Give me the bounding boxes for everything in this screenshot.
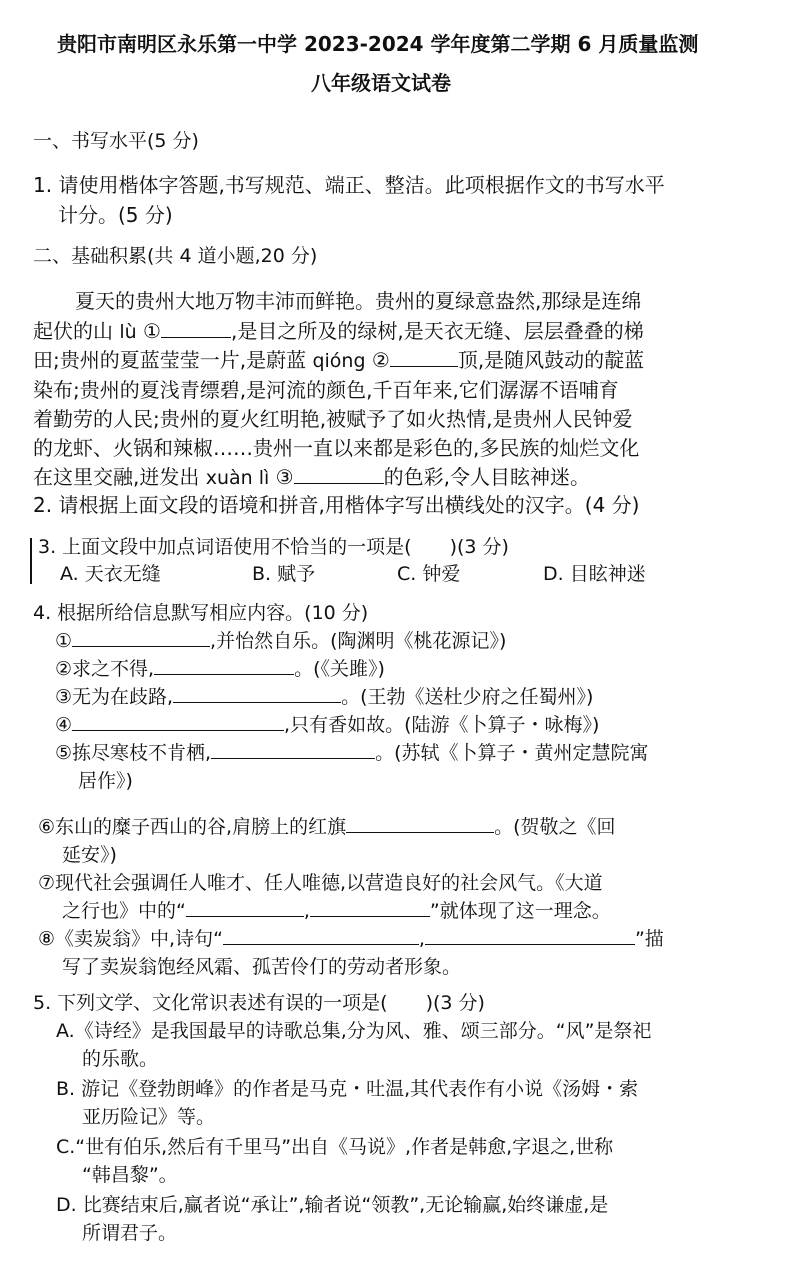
blank-number: ② (365, 348, 390, 372)
answer-blank[interactable] (186, 898, 304, 917)
q3-stem: 3. 上面文段中加点词语使用不恰当的一项是( )(3 分) (38, 536, 509, 558)
passage-text: ,是目之所及的绿树,是天衣无缝、层层叠叠的梯 (230, 319, 644, 343)
q1-line2: 计分。(5 分) (58, 203, 173, 227)
q3-option-a[interactable]: A. 天衣无缝 (60, 563, 161, 585)
q4-item4 (55, 712, 599, 738)
passage-line3 (33, 347, 644, 374)
answer-blank[interactable] (346, 814, 494, 833)
q4-item5 (55, 740, 649, 766)
q4-item2 (55, 656, 385, 682)
margin-bar (30, 538, 32, 584)
answer-blank[interactable] (161, 319, 231, 338)
q5-option-d[interactable]: D. 比赛结束后,赢者说“承让”,输者说“领教”,无论输赢,始终谦虚,是 (56, 1194, 609, 1216)
q2-stem: 2. 请根据上面文段的语境和拼音,用楷体字写出横线处的汉字。(4 分) (33, 493, 640, 517)
q3-option-b[interactable]: B. 赋予 (252, 563, 316, 585)
answer-blank[interactable] (173, 684, 341, 703)
passage-text: 起伏的山 (33, 319, 120, 343)
q4-item7-cont (62, 898, 611, 924)
q5-option-b-cont: 亚历险记》等。 (82, 1106, 216, 1128)
answer-blank[interactable] (72, 628, 210, 647)
q3-option-d[interactable]: D. 目眩神迷 (543, 563, 646, 585)
passage-line1: 夏天的贵州大地万物丰沛而鲜艳。贵州的夏绿意盎然,那绿是连绵 (75, 289, 642, 313)
item-text: 。(《关雎》) (294, 658, 385, 680)
section1-heading: 一、书写水平(5 分) (33, 130, 199, 152)
item-number: ① (55, 630, 73, 652)
passage-text: 顶,是随风鼓动的靛蓝 (457, 348, 645, 372)
section2-heading: 二、基础积累(共 4 道小题,20 分) (33, 245, 318, 267)
exam-title-line2: 八年级语文试卷 (311, 71, 451, 95)
q5-option-a-cont: 的乐歌。 (82, 1048, 159, 1070)
passage-line5: 着勤劳的人民;贵州的夏火红明艳,被赋予了如火热情,是贵州人民钟爱 (33, 407, 633, 431)
q3-option-c[interactable]: C. 钟爱 (397, 563, 461, 585)
q5-option-c-cont: “韩昌黎”。 (82, 1164, 178, 1186)
q4-item6-cont: 延安》) (62, 844, 117, 866)
answer-blank[interactable] (294, 465, 384, 484)
q4-item7: ⑦现代社会强调任人唯才、任人唯德,以营造良好的社会风气。《大道 (38, 872, 603, 894)
item-text: 。(苏轼《卜算子・黄州定慧院寓 (375, 742, 649, 764)
item-text: ”就体现了这一理念。 (429, 900, 611, 922)
q4-item1 (55, 628, 506, 654)
q5-option-c[interactable]: C.“世有伯乐,然后有千里马”出自《马说》,作者是韩愈,字退之,世称 (56, 1136, 614, 1158)
answer-blank[interactable] (154, 656, 294, 675)
item-text: ⑤拣尽寒枝不肯栖, (55, 742, 212, 764)
answer-blank[interactable] (390, 348, 458, 367)
q5-option-a[interactable]: A.《诗经》是我国最早的诗歌总集,分为风、雅、颂三部分。“风”是祭祀 (56, 1020, 652, 1042)
item-text: 。(王勃《送杜少府之任蜀州》) (341, 686, 594, 708)
q4-item5-cont: 居作》) (78, 770, 133, 792)
passage-text: 的色彩,令人目眩神迷。 (383, 465, 590, 489)
passage-text: 田;贵州的夏蓝莹莹一片,是蔚蓝 (33, 348, 313, 372)
item-text: 。(贺敬之《回 (494, 816, 616, 838)
item-text: ③无为在歧路, (55, 686, 174, 708)
exam-title-line1: 贵阳市南明区永乐第一中学 2023-2024 学年度第二学期 6 月质量监测 (57, 32, 699, 56)
q5-option-d-cont: 所谓君子。 (82, 1222, 178, 1244)
item-text: ”描 (634, 928, 664, 950)
answer-blank[interactable] (223, 926, 419, 945)
q5-stem: 5. 下列文学、文化常识表述有误的一项是( )(3 分) (33, 992, 485, 1014)
answer-blank[interactable] (310, 898, 430, 917)
q4-stem: 4. 根据所给信息默写相应内容。(10 分) (33, 602, 369, 624)
passage-text: 在这里交融,迸发出 (33, 465, 206, 489)
q1-line1: 1. 请使用楷体字答题,书写规范、端正、整洁。此项根据作文的书写水平 (33, 173, 665, 197)
item-text: ,并怡然自乐。(陶渊明《桃花源记》) (210, 630, 507, 652)
passage-line2 (33, 318, 644, 345)
pinyin-hint: lù (119, 321, 137, 343)
item-text: ,只有香如故。(陆游《卜算子・咏梅》) (284, 714, 600, 736)
passage-line6: 的龙虾、火锅和辣椒……贵州一直以来都是彩色的,多民族的灿烂文化 (33, 436, 640, 460)
passage-line7 (33, 464, 590, 491)
item-text: , (418, 928, 425, 950)
answer-blank[interactable] (425, 926, 635, 945)
q4-item8 (38, 926, 664, 952)
item-number: ④ (55, 714, 73, 736)
item-text: ⑥东山的糜子西山的谷,肩膀上的红旗 (38, 816, 347, 838)
q4-item6 (38, 814, 616, 840)
item-text: ⑧《卖炭翁》中,诗句“ (38, 928, 223, 950)
item-text: 之行也》中的“ (62, 900, 186, 922)
answer-blank[interactable] (211, 740, 375, 759)
answer-blank[interactable] (72, 712, 284, 731)
q4-item8-cont: 写了卖炭翁饱经风霜、孤苦伶仃的劳动者形象。 (62, 956, 462, 978)
q5-option-b[interactable]: B. 游记《登勃朗峰》的作者是马克・吐温,其代表作有小说《汤姆・索 (56, 1078, 639, 1100)
passage-line4: 染布;贵州的夏浅青缥碧,是河流的颜色,千百年来,它们潺潺不语哺育 (33, 378, 619, 402)
item-text: ②求之不得, (55, 658, 155, 680)
blank-number: ① (136, 319, 161, 343)
item-text: , (303, 900, 310, 922)
pinyin-hint: qióng (312, 350, 366, 372)
pinyin-hint: xuàn lì (205, 467, 270, 489)
blank-number: ③ (269, 465, 294, 489)
q4-item3 (55, 684, 593, 710)
